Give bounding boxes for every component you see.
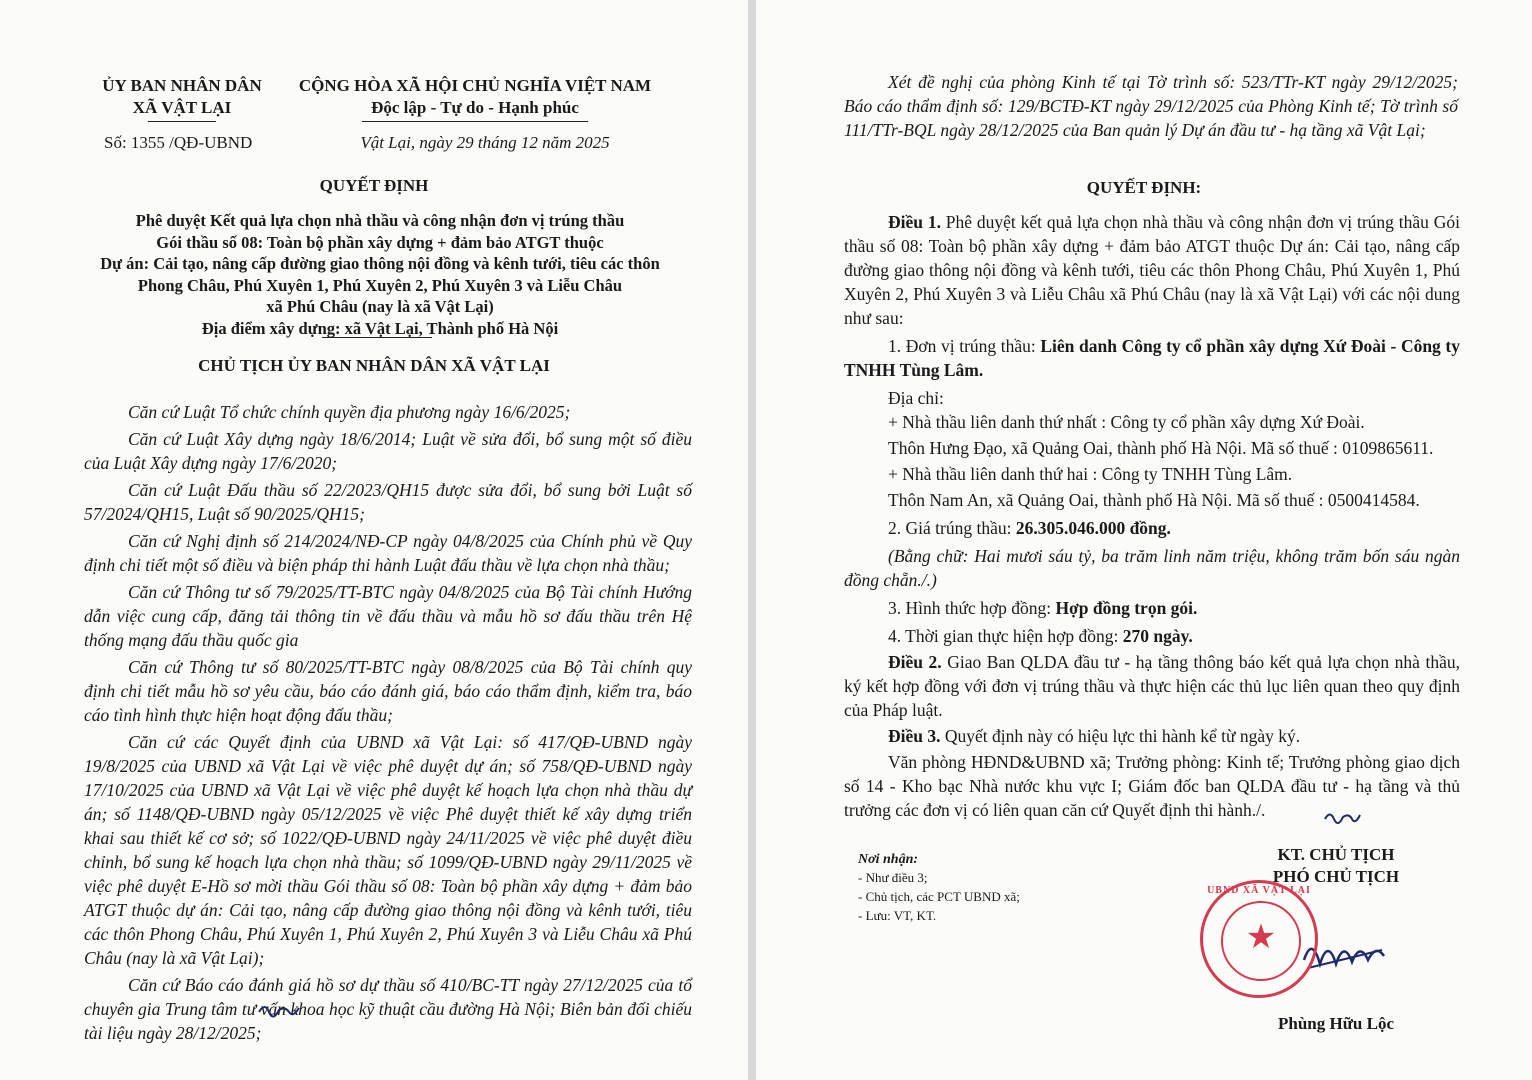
article-1-label: Điều 1. bbox=[888, 212, 941, 232]
item-3 bbox=[844, 596, 1460, 620]
basis-5: Căn cứ Thông tư số 79/2025/TT-BTC ngày 04/8/2025 của Bộ Tài chính Hướng dẫn việc cung cấp, đăng tải thông tin về đấu thầu và mẫu hồ sơ đấu thầu trên Hệ thống mạng đấu thầu quốc gia bbox=[84, 582, 692, 650]
signer-name: Phùng Hữu Lộc bbox=[1277, 1014, 1394, 1033]
sign-line-2: PHÓ CHỦ TỊCH bbox=[1272, 867, 1400, 886]
org-underline bbox=[148, 121, 216, 122]
legal-bases bbox=[84, 400, 692, 1045]
item-2 bbox=[844, 516, 1460, 540]
partner-2-address: Thôn Nam An, xã Quảng Oai, thành phố Hà Nội. Mã số thuế : 0500414584. bbox=[888, 490, 1420, 510]
decision-heading: QUYẾT ĐỊNH: bbox=[1086, 178, 1202, 197]
partner-2: + Nhà thầu liên danh thứ hai : Công ty TNHH Tùng Lâm. bbox=[888, 464, 1293, 484]
page-gap bbox=[748, 0, 756, 1080]
basis-6: Căn cứ Thông tư số 80/2025/TT-BTC ngày 08/8/2025 của Bộ Tài chính quy định chi tiết mẫu hồ sơ yêu cầu, báo cáo đánh giá, báo cáo thẩm định, kiểm tra, báo cáo tình hình thực hiện hoạt động đấu thầu; bbox=[84, 657, 692, 725]
item-4 bbox=[844, 624, 1460, 648]
seal-star-icon: ★ bbox=[1245, 919, 1277, 956]
article-1-text: Phê duyệt kết quả lựa chọn nhà thầu và công nhận đơn vị trúng thầu Gói thầu số 08: Toàn bộ phần xây dựng + đảm bảo ATGT thuộc Dự án: Cải tạo, nâng cấp đường giao thông nội đồng và kênh tưới, tiêu các thôn Phong Châu, Phú Xuyên 1, Phú Xuyên 2, Phú Xuyên 3 và Liễu Châu xã Phú Châu (nay là xã Vật Lại) với các nội dung như sau: bbox=[844, 212, 1460, 328]
left-page bbox=[0, 0, 748, 1080]
recipient-2: - Chủ tịch, các PCT UBND xã; bbox=[858, 889, 1020, 904]
recipients-title: Nơi nhận: bbox=[858, 852, 919, 867]
authority-heading: CHỦ TỊCH ỦY BAN NHÂN DÂN XÃ VẬT LẠI bbox=[198, 356, 550, 375]
basis-7: Căn cứ các Quyết định của UBND xã Vật Lại: số 417/QĐ-UBND ngày 19/8/2025 của UBND xã Vật Lại về việc phê duyệt dự án; số 758/QĐ-UBND ngày 17/10/2025 của UBND xã Vật Lại về việc phê duyệt kế hoạch lựa chọn nhà thầu dự án; số 1148/QĐ-UBND ngày 05/12/2025 về việc Phê duyệt thiết kế xây dựng triển khai sau thiết kế cơ sở; số 1022/QĐ-UBND ngày 24/11/2025 về việc phê duyệt điều chỉnh, bổ sung kế hoạch lựa chọn nhà thầu; số 1099/QĐ-UBND ngày 29/11/2025 về việc phê duyệt E-Hồ sơ mời thầu Gói thầu số 08: Toàn bộ phần xây dựng + đảm bảo ATGT thuộc dự án: Cải tạo, nâng cấp đường giao thông nội đồng và kênh tưới, tiêu các thôn Phong Châu, Phú Xuyên 1, Phú Xuyên 2, Phú Xuyên 3 và Liễu Châu xã Phú Châu (nay là xã Vật Lại); bbox=[84, 732, 692, 968]
closing-paragraph: Văn phòng HĐND&UBND xã; Trưởng phòng: Kinh tế; Trưởng phòng giao dịch số 14 - Kho bạc Nhà nước khu vực I; Giám đốc ban QLDA đầu tư - hạ tầng và thủ trưởng các đơn vị có liên quan căn cứ Quyết định thi hành./. bbox=[844, 752, 1460, 820]
org-name-line1: ỦY BAN NHÂN DÂN bbox=[102, 76, 262, 95]
item-2-words: (Bằng chữ: Hai mươi sáu tỷ, ba trăm linh năm triệu, không trăm bốn sáu ngàn đồng chẵn./.) bbox=[844, 546, 1460, 590]
nation-motto: Độc lập - Tự do - Hạnh phúc bbox=[371, 98, 579, 117]
recipient-1: - Như điều 3; bbox=[858, 870, 928, 885]
org-name-line2: XÃ VẬT LẠI bbox=[132, 98, 232, 117]
motto-underline bbox=[362, 121, 588, 122]
partner-1-address: Thôn Hưng Đạo, xã Quảng Oai, thành phố Hà Nội. Mã số thuế : 0109865611. bbox=[888, 438, 1434, 458]
recipients-block bbox=[858, 852, 1158, 925]
item-4-label: 4. Thời gian thực hiện hợp đồng: bbox=[888, 626, 1123, 646]
subject-line-6: Địa điểm xây dựng: xã Vật Lại, Thành phố Hà Nội bbox=[201, 318, 559, 338]
basis-4: Căn cứ Nghị định số 214/2024/NĐ-CP ngày 04/8/2025 của Chính phủ về Quy định chi tiết một số điều và biện pháp thi hành Luật đấu thầu về lựa chọn nhà thầu; bbox=[84, 531, 692, 575]
basis-2: Căn cứ Luật Xây dựng ngày 18/6/2014; Luật về sửa đổi, bổ sung một số điều của Luật Xây dựng ngày 17/6/2020; bbox=[84, 429, 692, 473]
partner-1: + Nhà thầu liên danh thứ nhất : Công ty cổ phần xây dựng Xứ Đoài. bbox=[888, 412, 1365, 432]
basis-8: Căn cứ Báo cáo đánh giá hồ sơ dự thầu số 410/BC-TT ngày 27/12/2025 của tổ chuyên gia Trung tâm tư vấn khoa học kỹ thuật cầu đường Hà Nội; Biên bản đối chiếu tài liệu ngày 28/12/2025; bbox=[84, 975, 692, 1043]
subject-line-1: Phê duyệt Kết quả lựa chọn nhà thầu và công nhận đơn vị trúng thầu bbox=[135, 211, 625, 230]
subject-line-4: Phong Châu, Phú Xuyên 1, Phú Xuyên 2, Phú Xuyên 3 và Liễu Châu bbox=[137, 275, 623, 295]
intro-paragraph bbox=[844, 70, 1458, 142]
item-3-value: Hợp đồng trọn gói. bbox=[1055, 598, 1198, 618]
subject-line-2: Gói thầu số 08: Toàn bộ phần xây dựng + đảm bảo ATGT thuộc bbox=[156, 232, 604, 252]
article-3-label: Điều 3. bbox=[888, 726, 941, 746]
item-1-value: Liên danh Công ty cổ phần xây dựng Xứ Đoài - Công ty TNHH Tùng Lâm. bbox=[844, 336, 1460, 380]
article-2-text: Giao Ban QLDA đầu tư - hạ tầng thông báo kết quả lựa chọn nhà thầu, ký kết hợp đồng với đơn vị trúng thầu và thực hiện các thủ lục liên quan theo quy định của Pháp luật. bbox=[844, 652, 1460, 720]
article-2 bbox=[844, 650, 1460, 722]
article-1 bbox=[844, 210, 1460, 330]
official-seal bbox=[1200, 880, 1318, 998]
subject-line-3: Dự án: Cải tạo, nâng cấp đường giao thông nội đồng và kênh tưới, tiêu các thôn bbox=[100, 254, 660, 273]
article-3-text: Quyết định này có hiệu lực thi hành kể từ ngày ký. bbox=[940, 726, 1301, 746]
basis-3: Căn cứ Luật Đấu thầu số 22/2023/QH15 được sửa đổi, bổ sung bởi Luật số 57/2024/QH15, Luật số 90/2025/QH15; bbox=[84, 480, 692, 524]
article-3 bbox=[844, 724, 1460, 748]
decision-subject bbox=[60, 210, 700, 339]
place-date: Vật Lại, ngày 29 tháng 12 năm 2025 bbox=[360, 133, 610, 152]
seal-inner-ring bbox=[1221, 901, 1301, 981]
decision-body bbox=[844, 210, 1460, 822]
item-3-label: 3. Hình thức hợp đồng: bbox=[888, 598, 1056, 618]
initials-mark-right bbox=[1322, 808, 1362, 826]
intro-text: Xét đề nghị của phòng Kinh tế tại Tờ trình số: 523/TTr-KT ngày 29/12/2025; Báo cáo thẩm định số: 129/BCTĐ-KT ngày 29/12/2025 của Phòng Kinh tế; Tờ trình số 111/TTr-BQL ngày 28/12/2025 của Ban quản lý Dự án đầu tư - hạ tầng xã Vật Lại; bbox=[844, 72, 1458, 140]
right-page bbox=[756, 0, 1532, 1080]
document-number: Số: 1355 /QĐ-UBND bbox=[104, 133, 253, 152]
subject-underline bbox=[322, 337, 432, 338]
item-4-value: 270 ngày. bbox=[1122, 626, 1193, 646]
sign-line-1: KT. CHỦ TỊCH bbox=[1277, 845, 1395, 864]
seal-text: UBND XÃ VẬT LẠI bbox=[1207, 885, 1311, 896]
item-1 bbox=[844, 334, 1460, 382]
nation-title: CỘNG HÒA XÃ HỘI CHỦ NGHĨA VIỆT NAM bbox=[298, 76, 652, 95]
subject-line-5: xã Phú Châu (nay là xã Vật Lại) bbox=[266, 297, 494, 316]
address-label: Địa chỉ: bbox=[888, 388, 944, 408]
initials-mark bbox=[255, 1000, 303, 1020]
item-2-value: 26.305.046.000 đồng. bbox=[1015, 518, 1171, 538]
decision-title: QUYẾT ĐỊNH bbox=[319, 176, 429, 195]
item-2-label: 2. Giá trúng thầu: bbox=[888, 518, 1016, 538]
recipient-3: - Lưu: VT, KT. bbox=[858, 908, 937, 923]
basis-1: Căn cứ Luật Tổ chức chính quyền địa phương ngày 16/6/2025; bbox=[128, 402, 571, 422]
item-1-label: 1. Đơn vị trúng thầu: bbox=[888, 336, 1041, 356]
article-2-label: Điều 2. bbox=[888, 652, 942, 672]
